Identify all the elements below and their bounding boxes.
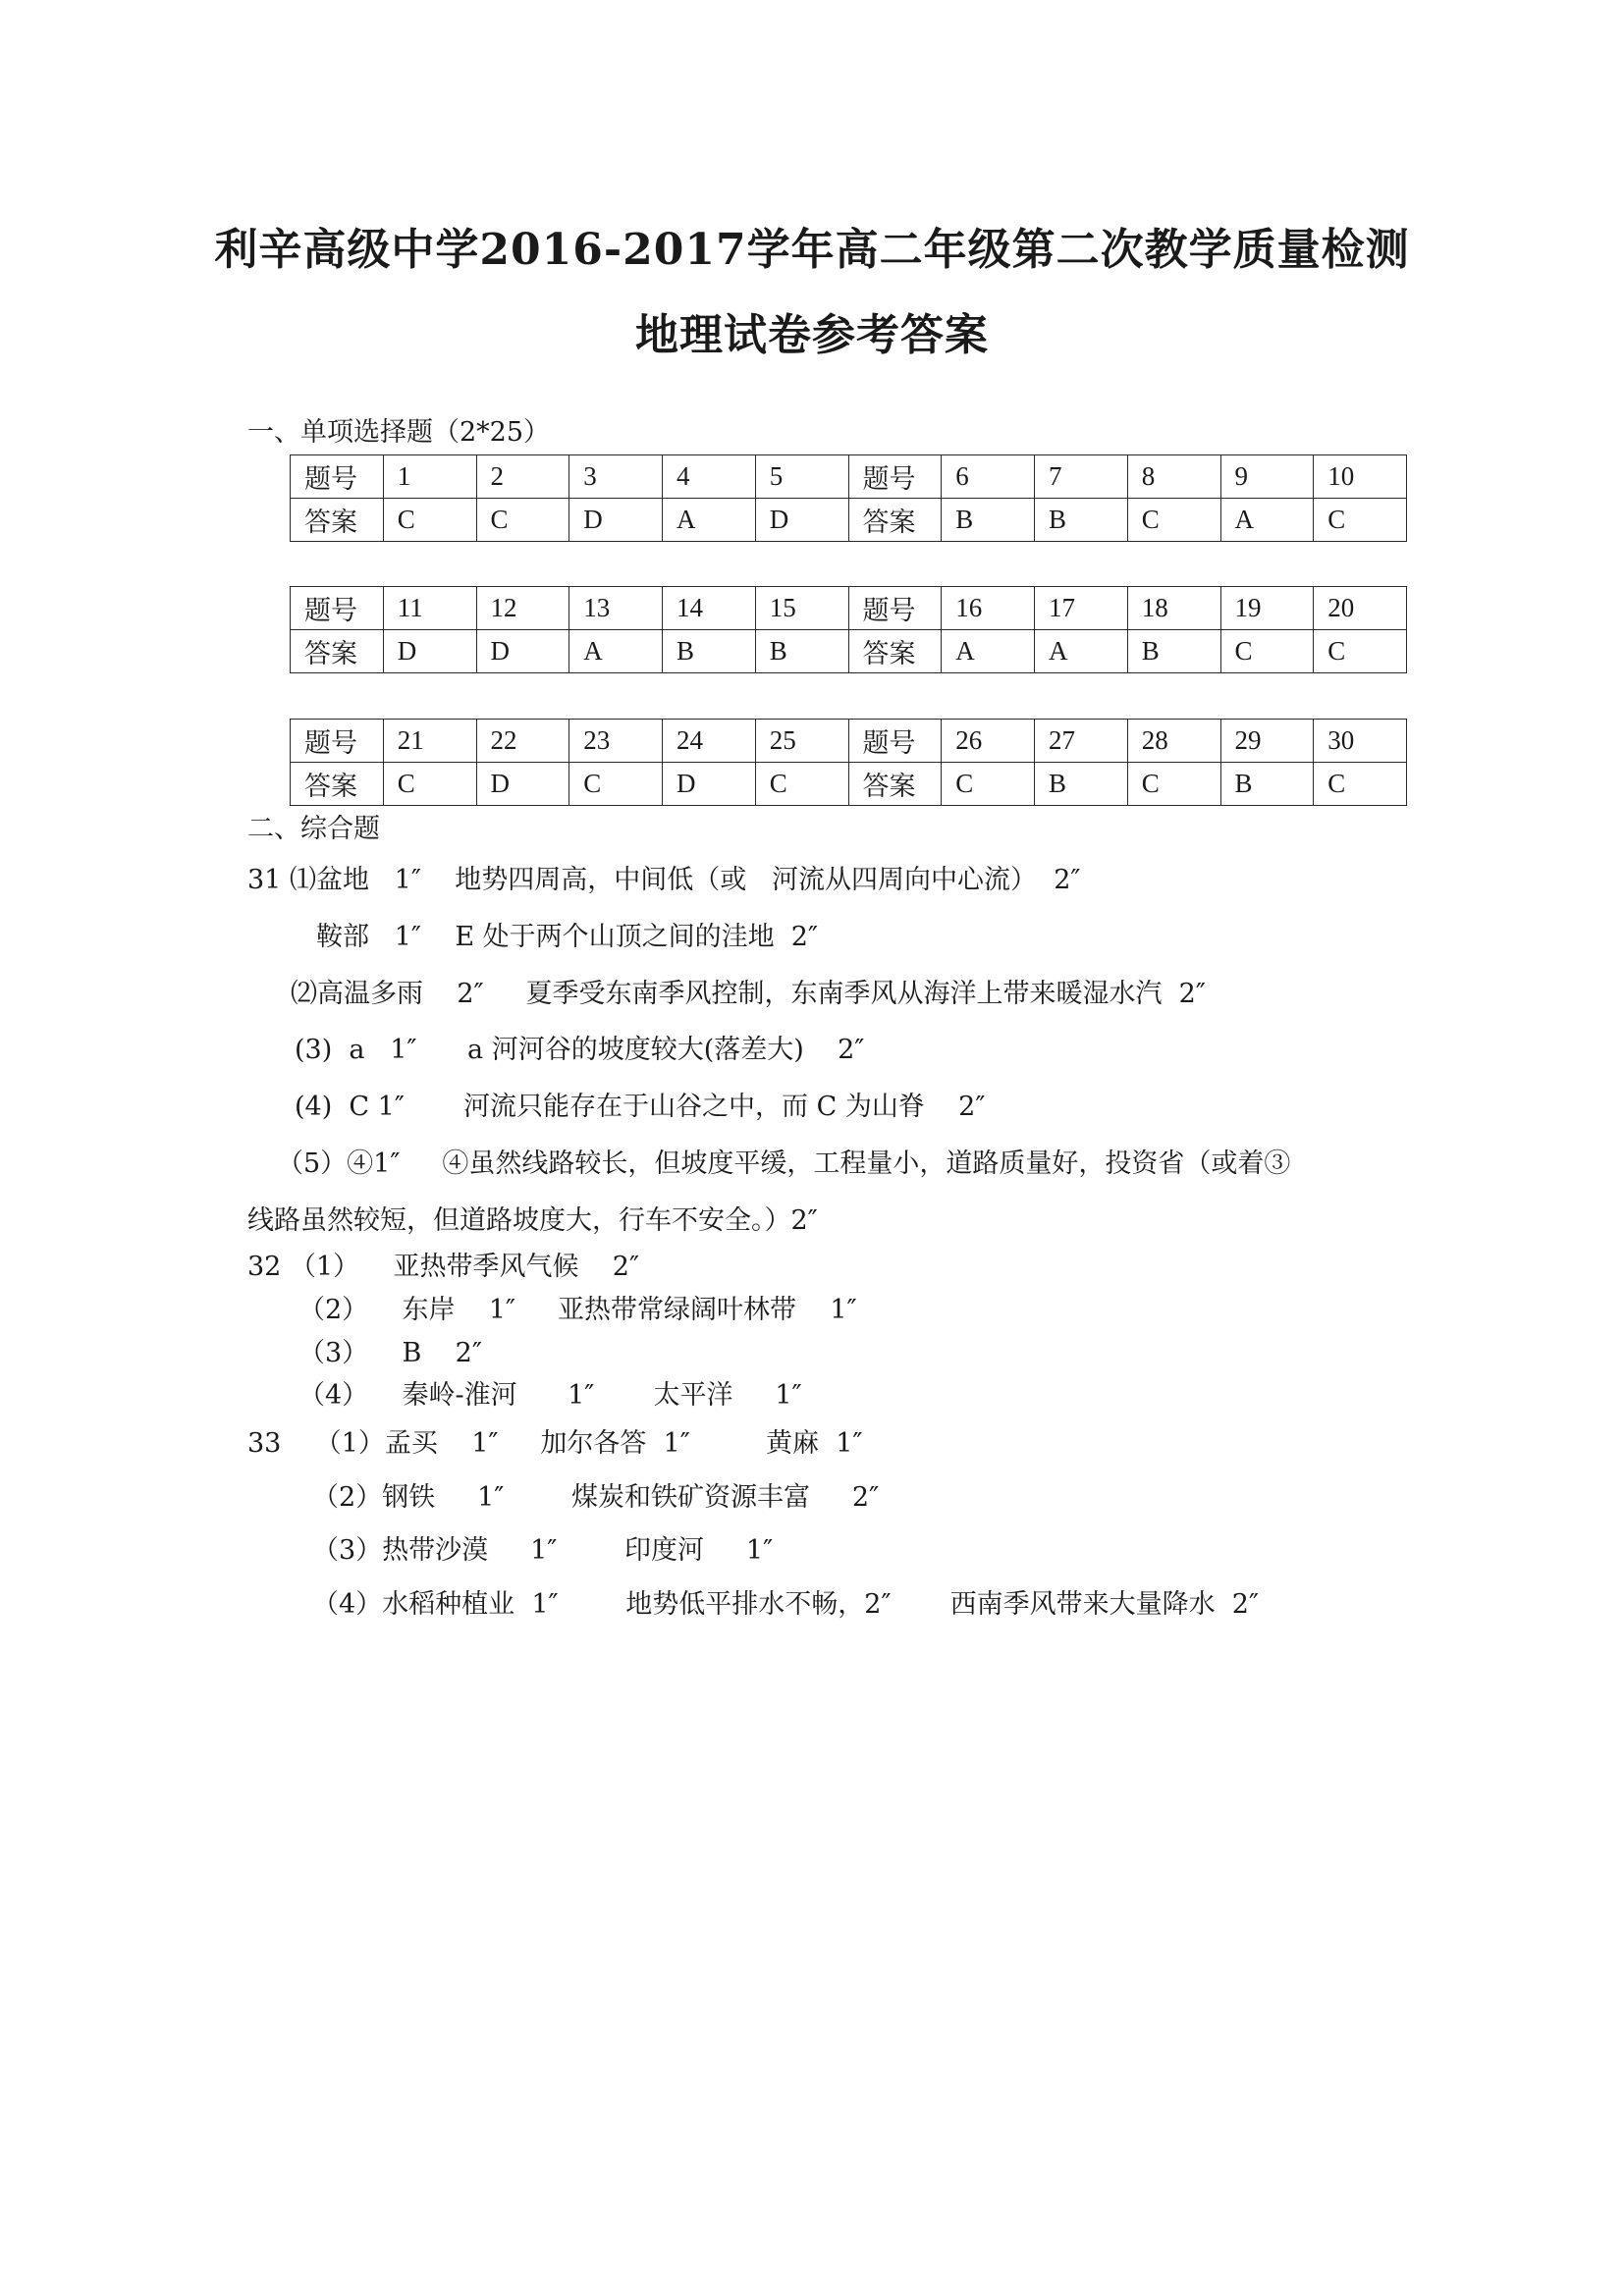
table-cell: 30	[1314, 720, 1407, 763]
table-cell: 20	[1314, 587, 1407, 630]
answer-line: 线路虽然较短，但道路坡度大，行车不安全。）2″	[247, 1205, 818, 1236]
table-cell: 答案	[848, 630, 942, 673]
table-cell: 1	[383, 455, 476, 499]
answer-line: （2） 东岸 1″ 亚热带常绿阔叶林带 1″	[298, 1295, 857, 1325]
table-cell: 23	[569, 720, 663, 763]
table-cell: 3	[569, 455, 663, 499]
table-row	[291, 499, 1407, 542]
table-cell: B	[1220, 763, 1314, 806]
table-cell: 4	[663, 455, 756, 499]
table-cell: C	[476, 499, 569, 542]
table-cell: 7	[1035, 455, 1128, 499]
table-row	[291, 630, 1407, 673]
table-cell: C	[942, 763, 1035, 806]
table-cell: C	[383, 763, 476, 806]
table-cell: 9	[1220, 455, 1314, 499]
table-cell: 18	[1127, 587, 1220, 630]
table-cell: 10	[1314, 455, 1407, 499]
table-cell: B	[755, 630, 848, 673]
table-cell: 12	[476, 587, 569, 630]
document-subtitle: 地理试卷参考答案	[635, 310, 989, 360]
table-cell: C	[1314, 499, 1407, 542]
table-cell: 15	[755, 587, 848, 630]
table-cell: 22	[476, 720, 569, 763]
table-cell: 2	[476, 455, 569, 499]
table-cell: A	[1035, 630, 1128, 673]
table-cell: D	[476, 630, 569, 673]
answer-line: （4）水稻种植业 1″ 地势低平排水不畅，2″ 西南季风带来大量降水 2″	[312, 1589, 1260, 1620]
table-cell: D	[383, 630, 476, 673]
table-cell: D	[755, 499, 848, 542]
answer-table-3	[290, 719, 1407, 806]
answer-line: （4） 秦岭-淮河 1″ 太平洋 1″	[298, 1380, 802, 1411]
answer-line: (3) a 1″ a 河河谷的坡度较大(落差大) 2″	[295, 1035, 865, 1065]
answer-line: 32 （1） 亚热带季风气候 2″	[247, 1252, 640, 1282]
answer-line: 33 （1）孟买 1″ 加尔各答 1″ 黄麻 1″	[247, 1428, 863, 1459]
table-cell: B	[1127, 630, 1220, 673]
table-cell: B	[942, 499, 1035, 542]
table-cell: 28	[1127, 720, 1220, 763]
table-cell: 16	[942, 587, 1035, 630]
table-cell: 题号	[291, 587, 384, 630]
answer-line: 鞍部 1″ E 处于两个山顶之间的洼地 2″	[316, 922, 819, 952]
table-cell: 答案	[291, 763, 384, 806]
answer-table-1	[290, 454, 1407, 542]
table-row	[291, 587, 1407, 630]
table-cell: C	[569, 763, 663, 806]
table-cell: 27	[1035, 720, 1128, 763]
table-cell: B	[1035, 763, 1128, 806]
table-cell: C	[383, 499, 476, 542]
table-cell: 11	[383, 587, 476, 630]
table-cell: D	[476, 763, 569, 806]
table-cell: C	[1127, 763, 1220, 806]
table-cell: 6	[942, 455, 1035, 499]
answer-line: (4) C 1″ 河流只能存在于山谷之中，而 C 为山脊 2″	[295, 1092, 986, 1122]
table-cell: 5	[755, 455, 848, 499]
table-row	[291, 455, 1407, 499]
table-row	[291, 763, 1407, 806]
table-cell: 答案	[291, 630, 384, 673]
table-cell: C	[1314, 630, 1407, 673]
table-cell: 13	[569, 587, 663, 630]
table-cell: A	[1220, 499, 1314, 542]
table-cell: 14	[663, 587, 756, 630]
table-cell: C	[1314, 763, 1407, 806]
table-cell: D	[663, 763, 756, 806]
document-title: 利辛高级中学2016-2017学年高二年级第二次教学质量检测	[214, 225, 1410, 275]
table-cell: 8	[1127, 455, 1220, 499]
table-cell: C	[1220, 630, 1314, 673]
table-cell: 19	[1220, 587, 1314, 630]
section2-heading: 二、综合题	[247, 814, 380, 844]
table-cell: 题号	[848, 720, 942, 763]
table-cell: 题号	[848, 587, 942, 630]
answer-line: （3）热带沙漠 1″ 印度河 1″	[312, 1535, 774, 1566]
table-cell: 题号	[291, 455, 384, 499]
table-cell: 24	[663, 720, 756, 763]
table-cell: 29	[1220, 720, 1314, 763]
table-cell: 题号	[291, 720, 384, 763]
table-cell: C	[1127, 499, 1220, 542]
answer-table-2	[290, 586, 1407, 673]
table-cell: 25	[755, 720, 848, 763]
table-cell: A	[942, 630, 1035, 673]
table-cell: 答案	[848, 499, 942, 542]
table-cell: 答案	[848, 763, 942, 806]
table-row	[291, 720, 1407, 763]
table-cell: B	[1035, 499, 1128, 542]
table-cell: 答案	[291, 499, 384, 542]
answer-line: （3） B 2″	[298, 1338, 482, 1368]
answer-line: （2）钢铁 1″ 煤炭和铁矿资源丰富 2″	[312, 1482, 880, 1513]
table-cell: B	[663, 630, 756, 673]
table-cell: 题号	[848, 455, 942, 499]
table-cell: C	[755, 763, 848, 806]
answer-line: ⑵高温多雨 2″ 夏季受东南季风控制，东南季风从海洋上带来暖湿水汽 2″	[291, 979, 1206, 1009]
section1-heading: 一、单项选择题（2*25）	[247, 417, 551, 448]
table-cell: 26	[942, 720, 1035, 763]
table-cell: 17	[1035, 587, 1128, 630]
answer-line: （5）④1″ ④虽然线路较长，但坡度平缓，工程量小，道路质量好，投资省（或着③	[277, 1148, 1291, 1179]
table-cell: 21	[383, 720, 476, 763]
table-cell: D	[569, 499, 663, 542]
table-cell: A	[569, 630, 663, 673]
answer-line: 31 ⑴盆地 1″ 地势四周高，中间低（或 河流从四周向中心流） 2″	[247, 865, 1081, 895]
table-cell: A	[663, 499, 756, 542]
